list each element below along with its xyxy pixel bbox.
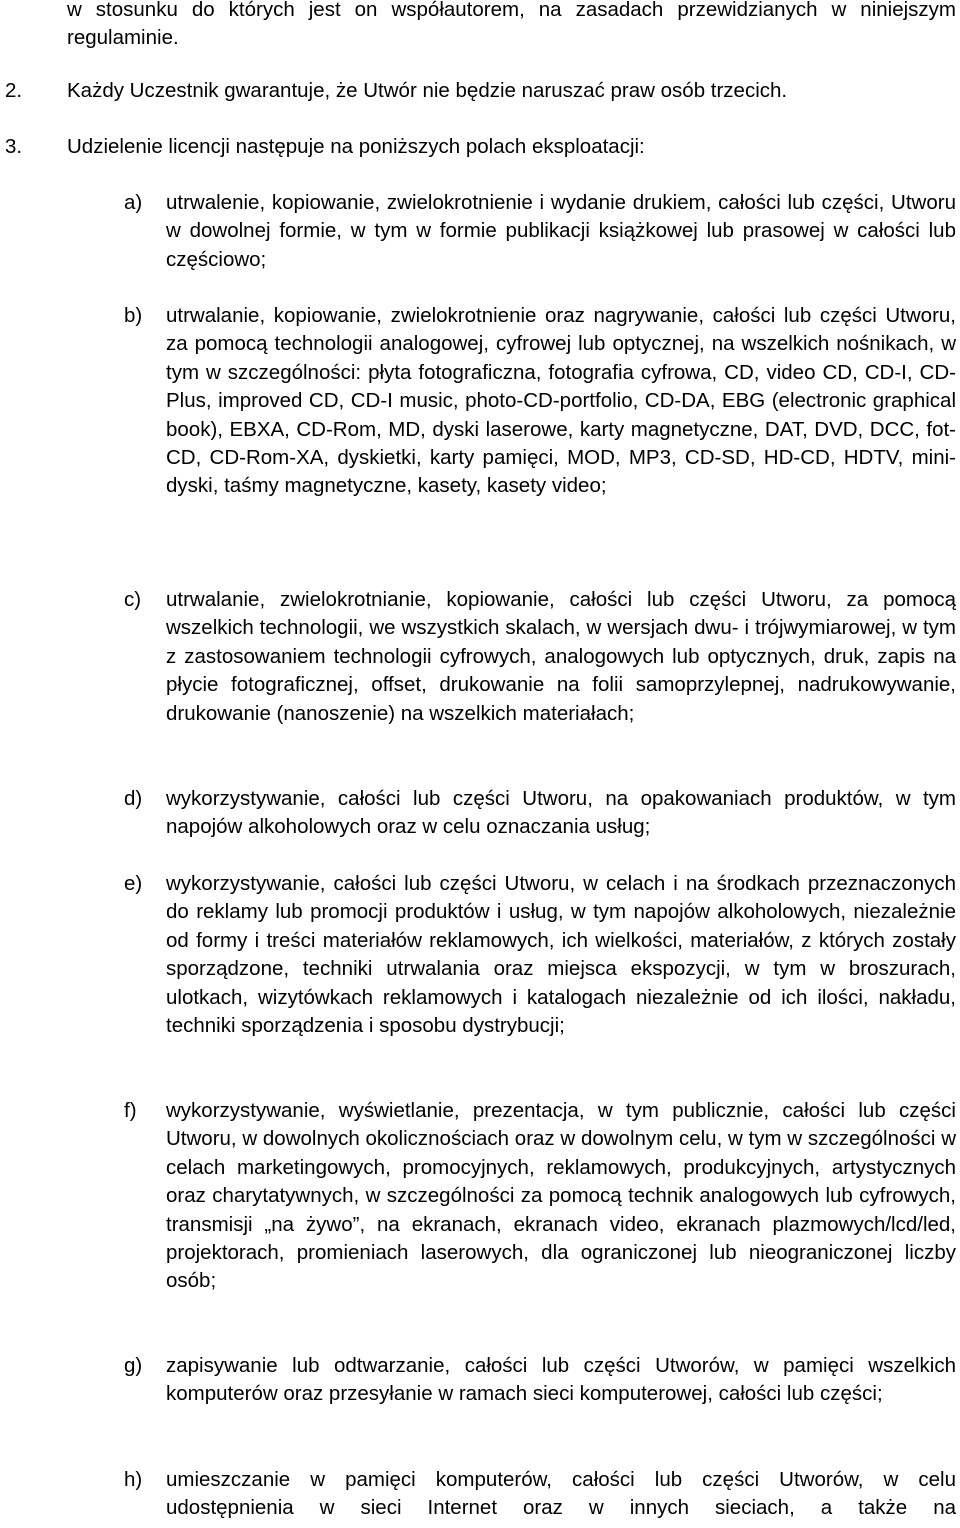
field-a-text: utrwalenie, kopiowanie, zwielokrotnienie i wydanie drukiem, całości lub części, Utworu w dowolnej formie, w tym w formie publikacji książkowej lub prasowej w całości lub częściowo; <box>166 191 956 271</box>
clause-number-3: 3. <box>5 135 23 158</box>
field-letter-b: b) <box>124 304 143 327</box>
field-letter-h: h) <box>124 1468 143 1491</box>
field-c-text: utrwalanie, zwielokrotnianie, kopiowanie, całości lub części Utworu, za pomocą wszelkich technologii, we wszystkich skalach, w wersjach dwu- i trójwymiarowej, w tym z zastosowaniem technologii cyfrowych, analogowych lub optycznych, druk, zapis na płycie fotograficznej, offset, drukowanie na folii samoprzylepnej, nadrukowywanie, drukowanie (nanoszenie) na wszelkich materiałach; <box>166 588 956 725</box>
clause-2-text: Każdy Uczestnik gwarantuje, że Utwór nie będzie naruszać praw osób trzecich. <box>67 79 788 102</box>
field-f-text: wykorzystywanie, wyświetlanie, prezentacja, w tym publicznie, całości lub części Utworu, w dowolnych okolicznościach oraz w dowolnym celu, w tym w szczególności w celach marketingowych, promocyjnych, reklamowych, produkcyjnych, artystycznych oraz charytatywnych, w szczególności za pomocą technik analogowych lub cyfrowych, transmisji „na żywo”, na ekranach, ekranach video, ekranach plazmowych/lcd/led, projektorach, promieniach laserowych, dla ograniczonej lub nieograniczonej liczby osób; <box>166 1099 956 1293</box>
field-h-text: umieszczanie w pamięci komputerów, całości lub części Utworów, w celu udostępnienia w sieci Internet oraz w innych sieciach, a także na <box>166 1468 956 1520</box>
field-letter-a: a) <box>124 191 143 214</box>
field-letter-f: f) <box>124 1099 137 1122</box>
field-d-text: wykorzystywanie, całości lub części Utworu, na opakowaniach produktów, w tym napojów alkoholowych oraz w celu oznaczania usług; <box>166 787 956 839</box>
field-letter-d: d) <box>124 787 143 810</box>
field-letter-c: c) <box>124 588 142 611</box>
field-e-text: wykorzystywanie, całości lub części Utworu, w celach i na środkach przeznaczonych do reklamy lub promocji produktów i usług, w tym napojów alkoholowych, niezależnie od formy i treści materiałów reklamowych, ich wielkości, materiałów, z których zostały sporządzone, techniki utrwalania oraz miejsca ekspozycji, w tym w broszurach, ulotkach, wizytówkach reklamowych i katalogach niezależnie od ich ilości, nakładu, techniki sporządzenia i sposobu dystrybucji; <box>166 872 956 1038</box>
clause-number-2: 2. <box>5 79 23 102</box>
field-b-text: utrwalanie, kopiowanie, zwielokrotnienie oraz nagrywanie, całości lub części Utworu, za pomocą technologii analogowej, cyfrowej lub optycznej, na wszelkich nośnikach, w tym w szczególności: płyta fotograficzna, fotografia cyfrowa, CD, video CD, CD-I, CD-Plus, improved CD, CD-I music, photo-CD-portfolio, CD-DA, EBG (electronic graphical book), EBXA, CD-Rom, MD, dyski laserowe, karty magnetyczne, DAT, DVD, DCC, fot-CD, CD-Rom-XA, dyskietki, karty pamięci, MOD, MP3, CD-SD, HD-CD, HDTV, mini-dyski, taśmy magnetyczne, kasety, kasety video; <box>166 304 956 498</box>
clause-3-text: Udzielenie licencji następuje na poniższych polach eksploatacji: <box>67 135 645 158</box>
field-letter-e: e) <box>124 872 143 895</box>
field-g-text: zapisywanie lub odtwarzanie, całości lub części Utworów, w pamięci wszelkich komputerów oraz przesyłanie w ramach sieci komputerowej, całości lub części; <box>166 1354 956 1406</box>
intro-paragraph: w stosunku do których jest on współautorem, na zasadach przewidzianych w niniejszym regulaminie. <box>67 0 956 50</box>
field-letter-g: g) <box>124 1354 143 1377</box>
